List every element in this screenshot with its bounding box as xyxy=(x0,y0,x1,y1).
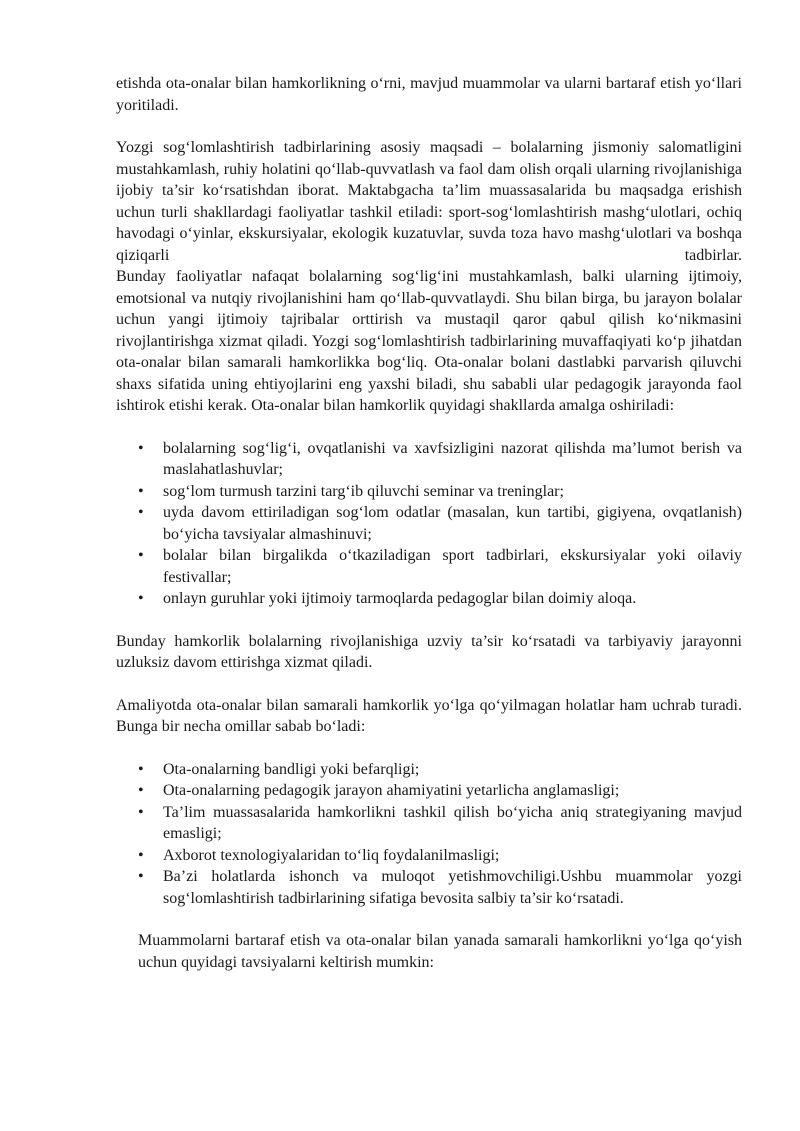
bullet-icon: • xyxy=(138,439,144,457)
list-item: • bolalarning sog‘lig‘i, ovqatlanishi va xavfsizligini nazorat qilishda ma’lumot berish va maslahatlashuvlar; xyxy=(138,439,742,478)
bullet-icon: • xyxy=(138,482,144,500)
bullet-icon: • xyxy=(138,504,144,521)
list-item: • bolalar bilan birgalikda o‘tkaziladigan sport tadbirlari, ekskursiyalar yoki oilaviy festivallar; xyxy=(138,547,742,586)
bullet-icon: • xyxy=(138,590,144,607)
paragraph-problems-intro: Amaliyotda ota-onalar bilan samarali hamkorlik yo‘lga qo‘yilmagan holatlar ham uchrab turadi. Bunga bir necha omillar sabab bo‘ladi: xyxy=(116,696,742,735)
bullet-icon: • xyxy=(138,803,144,821)
bullet-icon: • xyxy=(138,846,144,864)
bullet-icon: • xyxy=(138,760,144,778)
paragraph-recommendations-intro: Muammolarni bartaraf etish va ota-onalar bilan yanada samarali hamkorlikni yo‘lga qo‘yish uchun quyidagi tavsiyalarni keltirish mumkin: xyxy=(138,932,742,971)
document-page xyxy=(116,73,742,973)
list-item: • Ba’zi holatlarda ishonch va muloqot yetishmovchiligi.Ushbu muammolar yozgi sog‘lomlashtirish tadbirlarining sifatiga bevosita salbiy ta’sir ko‘rsatadi. xyxy=(138,868,742,907)
paragraph-cooperation-effect: Bunday hamkorlik bolalarning rivojlanishiga uzviy ta’sir ko‘rsatadi va tarbiyaviy jarayonni uzluksiz davom ettirishga xizmat qiladi. xyxy=(116,632,742,671)
bullet-icon: • xyxy=(138,782,144,799)
list-item: • uyda davom ettiriladigan sog‘lom odatlar (masalan, kun tartibi, gigiyena, ovqatlanish) bo‘yicha tavsiyalar almashinuvi; xyxy=(138,504,742,543)
list-item: • onlayn guruhlar yoki ijtimoiy tarmoqlarda pedagoglar bilan doimiy aloqa. xyxy=(116,588,742,610)
bullet-icon: • xyxy=(138,868,144,885)
list-item: • Axborot texnologiyalaridan to‘liq foydalanilmasligi; xyxy=(116,845,742,867)
bullet-icon: • xyxy=(138,547,144,564)
problems-list xyxy=(116,759,742,910)
list-item: • sog‘lom turmush tarzini targ‘ib qiluvchi seminar va treninglar; xyxy=(116,481,742,503)
list-item: • Ta’lim muassasalarida hamkorlikni tashkil qilish bo‘yicha aniq strategiyaning mavjud emasligi; xyxy=(138,803,742,842)
cooperation-forms-list xyxy=(116,438,742,610)
list-item: • Ota-onalarning bandligi yoki befarqligi; xyxy=(116,759,742,781)
paragraph-goal: Yozgi sog‘lomlashtirish tadbirlarining asosiy maqsadi – bolalarning jismoniy salomatligini mustahkamlash, ruhiy holatini qo‘llab-quvvatlash va faol dam olish orqali ularning rivojlanishiga ijobiy ta’sir ko‘rsatishdan iborat. Maktabgacha ta’lim muassasalarida bu maqsadga erishish uchun turli shakllardagi faoliyatlar tashkil etiladi: sport-sog‘lomlashtirish mashg‘ulotlari, ochiq havodagi o‘yinlar, ekskursiyalar, ekologik kuzatuvlar, suvda toza havo mashg‘ulotlari va boshqa qiziqarli tadbirlar. xyxy=(116,139,742,264)
paragraph-intro-continuation: etishda ota-onalar bilan hamkorlikning o‘rni, mavjud muammolar va ularni bartaraf etish yo‘llari yoritiladi. xyxy=(116,75,742,114)
list-item: • Ota-onalarning pedagogik jarayon ahamiyatini yetarlicha anglamasligi; xyxy=(116,780,742,802)
paragraph-benefits: Bunday faoliyatlar nafaqat bolalarning sog‘lig‘ini mustahkamlash, balki ularning ijtimoiy, emotsional va nutqiy rivojlanishini ham qo‘llab-quvvatlaydi. Shu bilan birga, bu jarayon bolalar uchun yangi ijtimoiy tajribalar orttirish va mustaqil qaror qabul qilish ko‘nikmasini rivojlantirishga xizmat qiladi. Yozgi sog‘lomlashtirish tadbirlarining muvaffaqiyati ko‘p jihatdan ota-onalar bilan samarali hamkorlikka bog‘liq. Ota-onalar bolani dastlabki parvarish qiluvchi shaxs sifatida uning ehtiyojlarini eng yaxshi biladi, shu sababli ular pedagogik jarayonda faol ishtirok etishi kerak. Ota-onalar bilan hamkorlik quyidagi shakllarda amalga oshiriladi: xyxy=(116,268,742,414)
